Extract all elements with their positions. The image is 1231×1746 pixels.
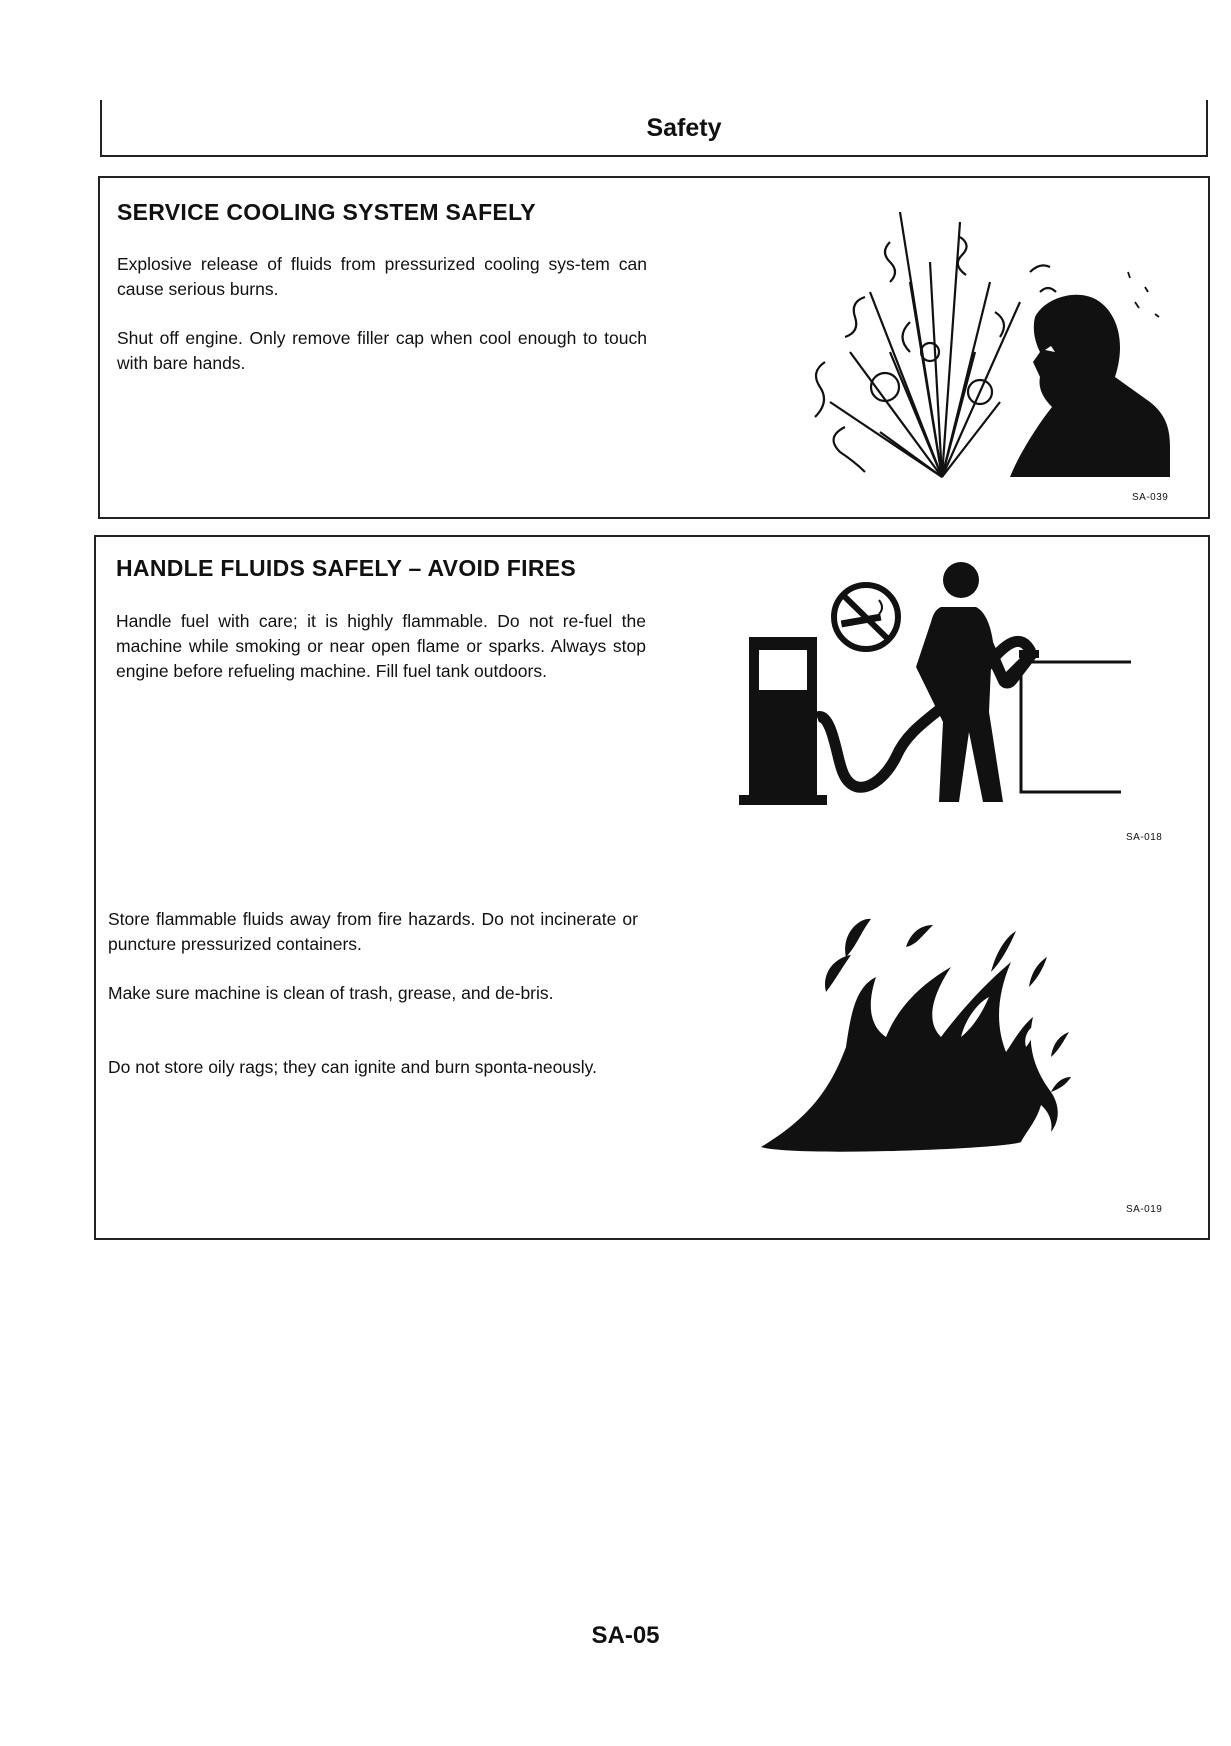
section-title: SERVICE COOLING SYSTEM SAFELY [117, 199, 536, 225]
paragraph: Store flammable fluids away from fire hazards. Do not incinerate or puncture pressurized containers. [108, 909, 638, 954]
section-handle-fluids-safely [94, 535, 1210, 1240]
paragraph: Shut off engine. Only remove filler cap when cool enough to touch with bare hands. [117, 328, 647, 373]
section-service-cooling-system [98, 176, 1210, 519]
figure-code: SA-019 [1126, 1204, 1163, 1215]
flame-icon [751, 917, 1081, 1157]
pressurized-spray-burn-icon [790, 202, 1190, 492]
paragraph: Explosive release of fluids from pressurized cooling sys-tem can cause serious burns. [117, 254, 647, 299]
no-smoking-refueling-icon [721, 562, 1141, 812]
page-number: SA-05 [591, 1622, 660, 1649]
page-title: Safety [646, 114, 722, 142]
figure-code: SA-039 [1132, 492, 1169, 503]
page-header [100, 100, 1208, 157]
figure-code: SA-018 [1126, 832, 1163, 843]
paragraph: Handle fuel with care; it is highly flammable. Do not re-fuel the machine while smoking or near open flame or sparks. Always stop engine before refueling machine. Fill fuel tank outdoors. [116, 611, 646, 681]
section-title: HANDLE FLUIDS SAFELY – AVOID FIRES [116, 555, 577, 581]
paragraph: Make sure machine is clean of trash, grease, and de-bris. [108, 983, 554, 1003]
paragraph: Do not store oily rags; they can ignite and burn sponta-neously. [108, 1057, 597, 1077]
